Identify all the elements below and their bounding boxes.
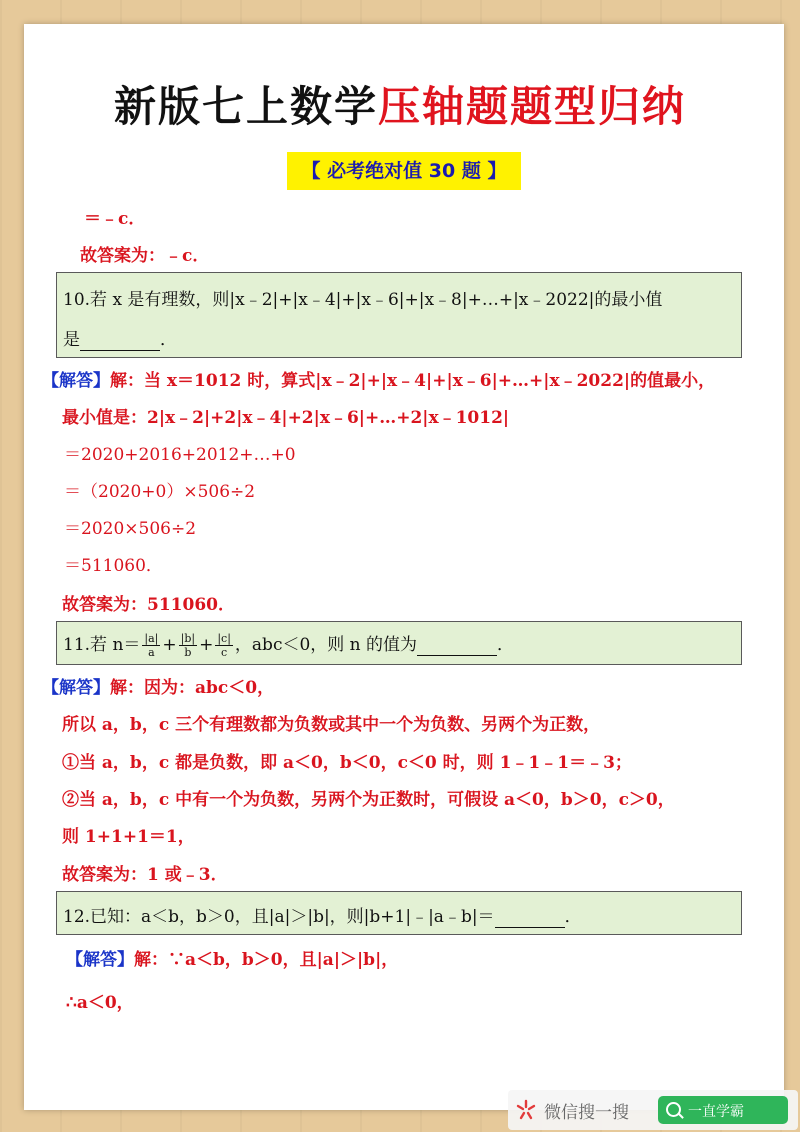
fraction-c [215,632,233,659]
fraction-a-den: a [148,646,155,659]
answer-11-line1 [42,673,274,698]
fraction-c-den: c [221,646,228,659]
watermark-search-button[interactable] [658,1096,788,1124]
question-12-text: 12.已知：a＜b，b＞0，且|a|＞|b|，则|b+1|﹣|a﹣b|＝ [63,907,495,927]
answer-11-line2: 所以 a，b，c 三个有理数都为负数或其中一个为负数、另两个为正数， [62,715,601,735]
answer-10-line2: 最小值是：2|x﹣2|+2|x﹣4|+2|x﹣6|+…+2|x﹣1012| [62,408,510,428]
answer-tag: 【解答】 [42,371,110,391]
answer-10-conclusion: 故答案为：511060． [62,595,235,615]
fraction-b [179,632,197,659]
answer-tag: 【解答】 [66,950,134,970]
fraction-a [142,632,160,659]
plus-sign: + [199,635,214,655]
answer-10-line4: ＝（2020+0）×506÷2 [64,482,256,502]
search-icon [666,1102,681,1117]
watermark-text: 微信搜一搜 [544,1103,629,1123]
question-11-box [56,621,742,665]
fraction-b-num: |b| [180,632,196,645]
question-11-prefix: 11.若 n＝ [63,635,141,655]
answer-11-line5: 则 1+1+1＝1， [62,827,195,847]
question-12-line [63,902,582,928]
answer-11-conclusion: 故答案为：1 或﹣3． [62,865,228,885]
answer-11-line3: ①当 a，b，c 都是负数，即 a＜0，b＜0，c＜0 时，则 1﹣1﹣1＝﹣3； [62,753,632,773]
question-12-end: ． [564,907,582,927]
answer-12-line1 [66,945,398,970]
title-part-black: 新版七上数学 [113,82,378,131]
answer-tag: 【解答】 [42,678,110,698]
fraction-b-den: b [184,646,192,659]
watermark-search-label: 一直学霸 [688,1104,744,1120]
prev-answer-line: ＝﹣c． [84,209,146,229]
answer-10-line3: ＝2020+2016+2012+…+0 [64,445,296,465]
wechat-search-logo-icon [514,1098,538,1122]
question-10-line2 [63,325,177,351]
question-11-suffix: ，abc＜0，则 n 的值为 [234,635,418,655]
answer-11-text1: 解：因为：abc＜0， [110,678,275,698]
answer-10-line1 [42,366,715,391]
question-10-end: ． [160,330,177,350]
answer-12-text1: 解：∵a＜b，b＞0，且|a|＞|b|， [134,950,399,970]
prev-answer-conclusion: 故答案为：﹣c． [80,246,210,266]
question-11-line [63,630,514,659]
answer-blank [417,635,497,656]
answer-10-line6: ＝511060． [64,556,163,576]
fraction-c-num: |c| [217,632,231,645]
title-part-red: 压轴题题型归纳 [378,82,687,131]
question-10-box [56,272,742,358]
question-10-word: 是 [63,330,80,350]
answer-12-line2: ∴a＜0， [66,993,134,1013]
answer-10-text1: 解：当 x＝1012 时，算式|x﹣2|+|x﹣4|+|x﹣6|+…+|x﹣2022|的值最小， [110,371,716,391]
fraction-a-num: |a| [144,632,159,645]
answer-blank [80,330,160,351]
question-10-line1: 10.若 x 是有理数，则|x﹣2|+|x﹣4|+|x﹣6|+|x﹣8|+…+|x﹣2022|的最小值 [63,290,663,310]
question-11-end: ． [497,635,515,655]
page-title [0,74,800,134]
answer-blank [495,907,565,928]
question-12-box [56,891,742,935]
wechat-search-watermark[interactable] [508,1090,798,1130]
section-subtitle: 【 必考绝对值 30 题 】 [287,152,521,190]
plus-sign: + [162,635,177,655]
answer-10-line5: ＝2020×506÷2 [64,519,197,539]
answer-11-line4: ②当 a，b，c 中有一个为负数，另两个为正数时，可假设 a＜0，b＞0，c＞0， [62,790,675,810]
